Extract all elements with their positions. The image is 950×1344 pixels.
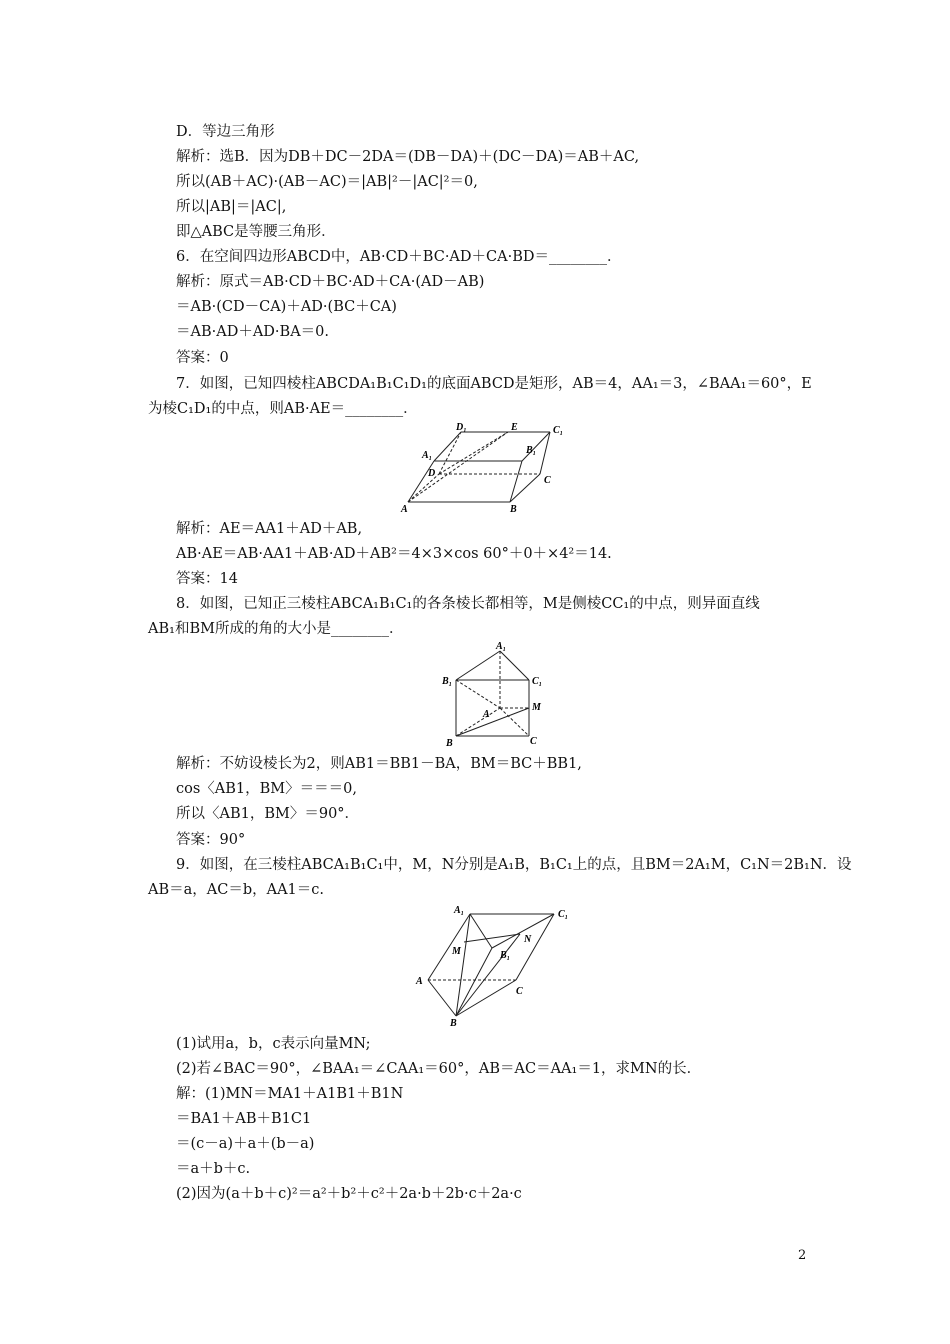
answer-6: 答案：0 xyxy=(176,350,229,366)
label-b1: B₁ xyxy=(500,950,511,961)
label-e: E xyxy=(511,422,518,433)
answer-7: 答案：14 xyxy=(176,571,238,587)
label-d1: D₁ xyxy=(456,422,467,433)
label-b1: B₁ xyxy=(442,676,453,687)
text-line: (1)试用a，b，c表示向量MN; xyxy=(176,1036,371,1052)
text-line: 解析：原式＝AB·CD＋BC·AD＋CA·(AD－AB) xyxy=(176,274,485,290)
text-line: ＝BA1＋AB＋B1C1 xyxy=(176,1111,312,1127)
label-b: B xyxy=(446,738,453,749)
text-line: ＝a＋b＋c. xyxy=(176,1161,251,1177)
label-b: B xyxy=(450,1018,457,1028)
text-line: 为棱C₁D₁的中点，则AB·AE＝________． xyxy=(148,401,418,417)
text-line: 解析：AE＝AA1＋AD＋AB, xyxy=(176,521,363,537)
figure-oblique-prism xyxy=(410,902,575,1028)
text-line: ＝AB·(CD－CA)＋AD·(BC＋CA) xyxy=(176,299,397,315)
figure-triangular-prism xyxy=(438,640,548,750)
page-number: 2 xyxy=(798,1248,807,1263)
question-9: 9．如图，在三棱柱ABCA₁B₁C₁中，M，N分别是A₁B，B₁C₁上的点，且BM＝2A₁M，C₁N＝2B₁N．设 xyxy=(176,857,852,873)
text-line: ＝AB·AD＋AD·BA＝0. xyxy=(176,324,330,340)
label-c1: C₁ xyxy=(532,676,543,687)
text-line: 所以(AB＋AC)·(AB－AC)＝|AB|²－|AC|²＝0, xyxy=(176,174,478,190)
label-n: N xyxy=(524,934,532,945)
text-line: 解：(1)MN＝MA1＋A1B1＋B1N xyxy=(176,1086,404,1102)
text-line: (2)若∠BAC＝90°，∠BAA₁＝∠CAA₁＝60°，AB＝AC＝AA₁＝1，求MN的长． xyxy=(176,1061,702,1077)
question-8: 8．如图，已知正三棱柱ABCA₁B₁C₁的各条棱长都相等，M是侧棱CC₁的中点，则异面直线 xyxy=(176,596,760,612)
question-6: 6．在空间四边形ABCD中，AB·CD＋BC·AD＋CA·BD＝________． xyxy=(176,249,622,265)
text-line: 所以|AB|＝|AC|, xyxy=(176,199,287,215)
text-line: 所以〈AB1，BM〉＝90°． xyxy=(176,806,360,822)
label-a: A xyxy=(416,976,423,987)
label-a1: A₁ xyxy=(454,905,465,916)
label-a: A xyxy=(401,504,408,515)
label-c: C xyxy=(544,475,551,486)
label-a1: A₁ xyxy=(496,641,507,652)
label-m: M xyxy=(452,946,461,957)
label-m: M xyxy=(532,702,541,713)
label-a1: A₁ xyxy=(422,450,433,461)
figure-prism-abcd xyxy=(398,420,568,516)
label-a: A xyxy=(483,709,490,720)
text-line: 解析：不妨设棱长为2，则AB1＝BB1－BA，BM＝BC＋BB1, xyxy=(176,756,582,772)
text-line: cos〈AB1，BM〉＝＝＝0, xyxy=(176,781,357,797)
label-b: B xyxy=(510,504,517,515)
text-line: AB·AE＝AB·AA1＋AB·AD＋AB²＝4×3×cos 60°＋0＋×4²＝14. xyxy=(176,546,612,562)
text-line: AB₁和BM所成的角的大小是________． xyxy=(148,621,404,637)
label-c: C xyxy=(530,736,537,747)
label-c1: C₁ xyxy=(558,909,569,920)
text-line: AB＝a，AC＝b，AA1＝c. xyxy=(148,882,325,898)
text-line: 即△ABC是等腰三角形． xyxy=(176,224,336,240)
label-d: D xyxy=(428,468,436,479)
question-7: 7．如图，已知四棱柱ABCDA₁B₁C₁D₁的底面ABCD是矩形，AB＝4，AA₁＝3，∠BAA₁＝60°，E xyxy=(176,376,812,392)
answer-8: 答案：90° xyxy=(176,832,246,848)
text-line: ＝(c－a)＋a＋(b－a) xyxy=(176,1136,315,1152)
text-line: (2)因为(a＋b＋c)²＝a²＋b²＋c²＋2a·b＋2b·c＋2a·c xyxy=(176,1186,522,1202)
text-line: 解析：选B．因为DB＋DC－2DA＝(DB－DA)＋(DC－DA)＝AB＋AC, xyxy=(176,149,640,165)
label-b1: B₁ xyxy=(526,445,537,456)
text-line: D．等边三角形 xyxy=(176,124,275,140)
label-c1: C₁ xyxy=(553,425,564,436)
label-c: C xyxy=(516,986,523,997)
